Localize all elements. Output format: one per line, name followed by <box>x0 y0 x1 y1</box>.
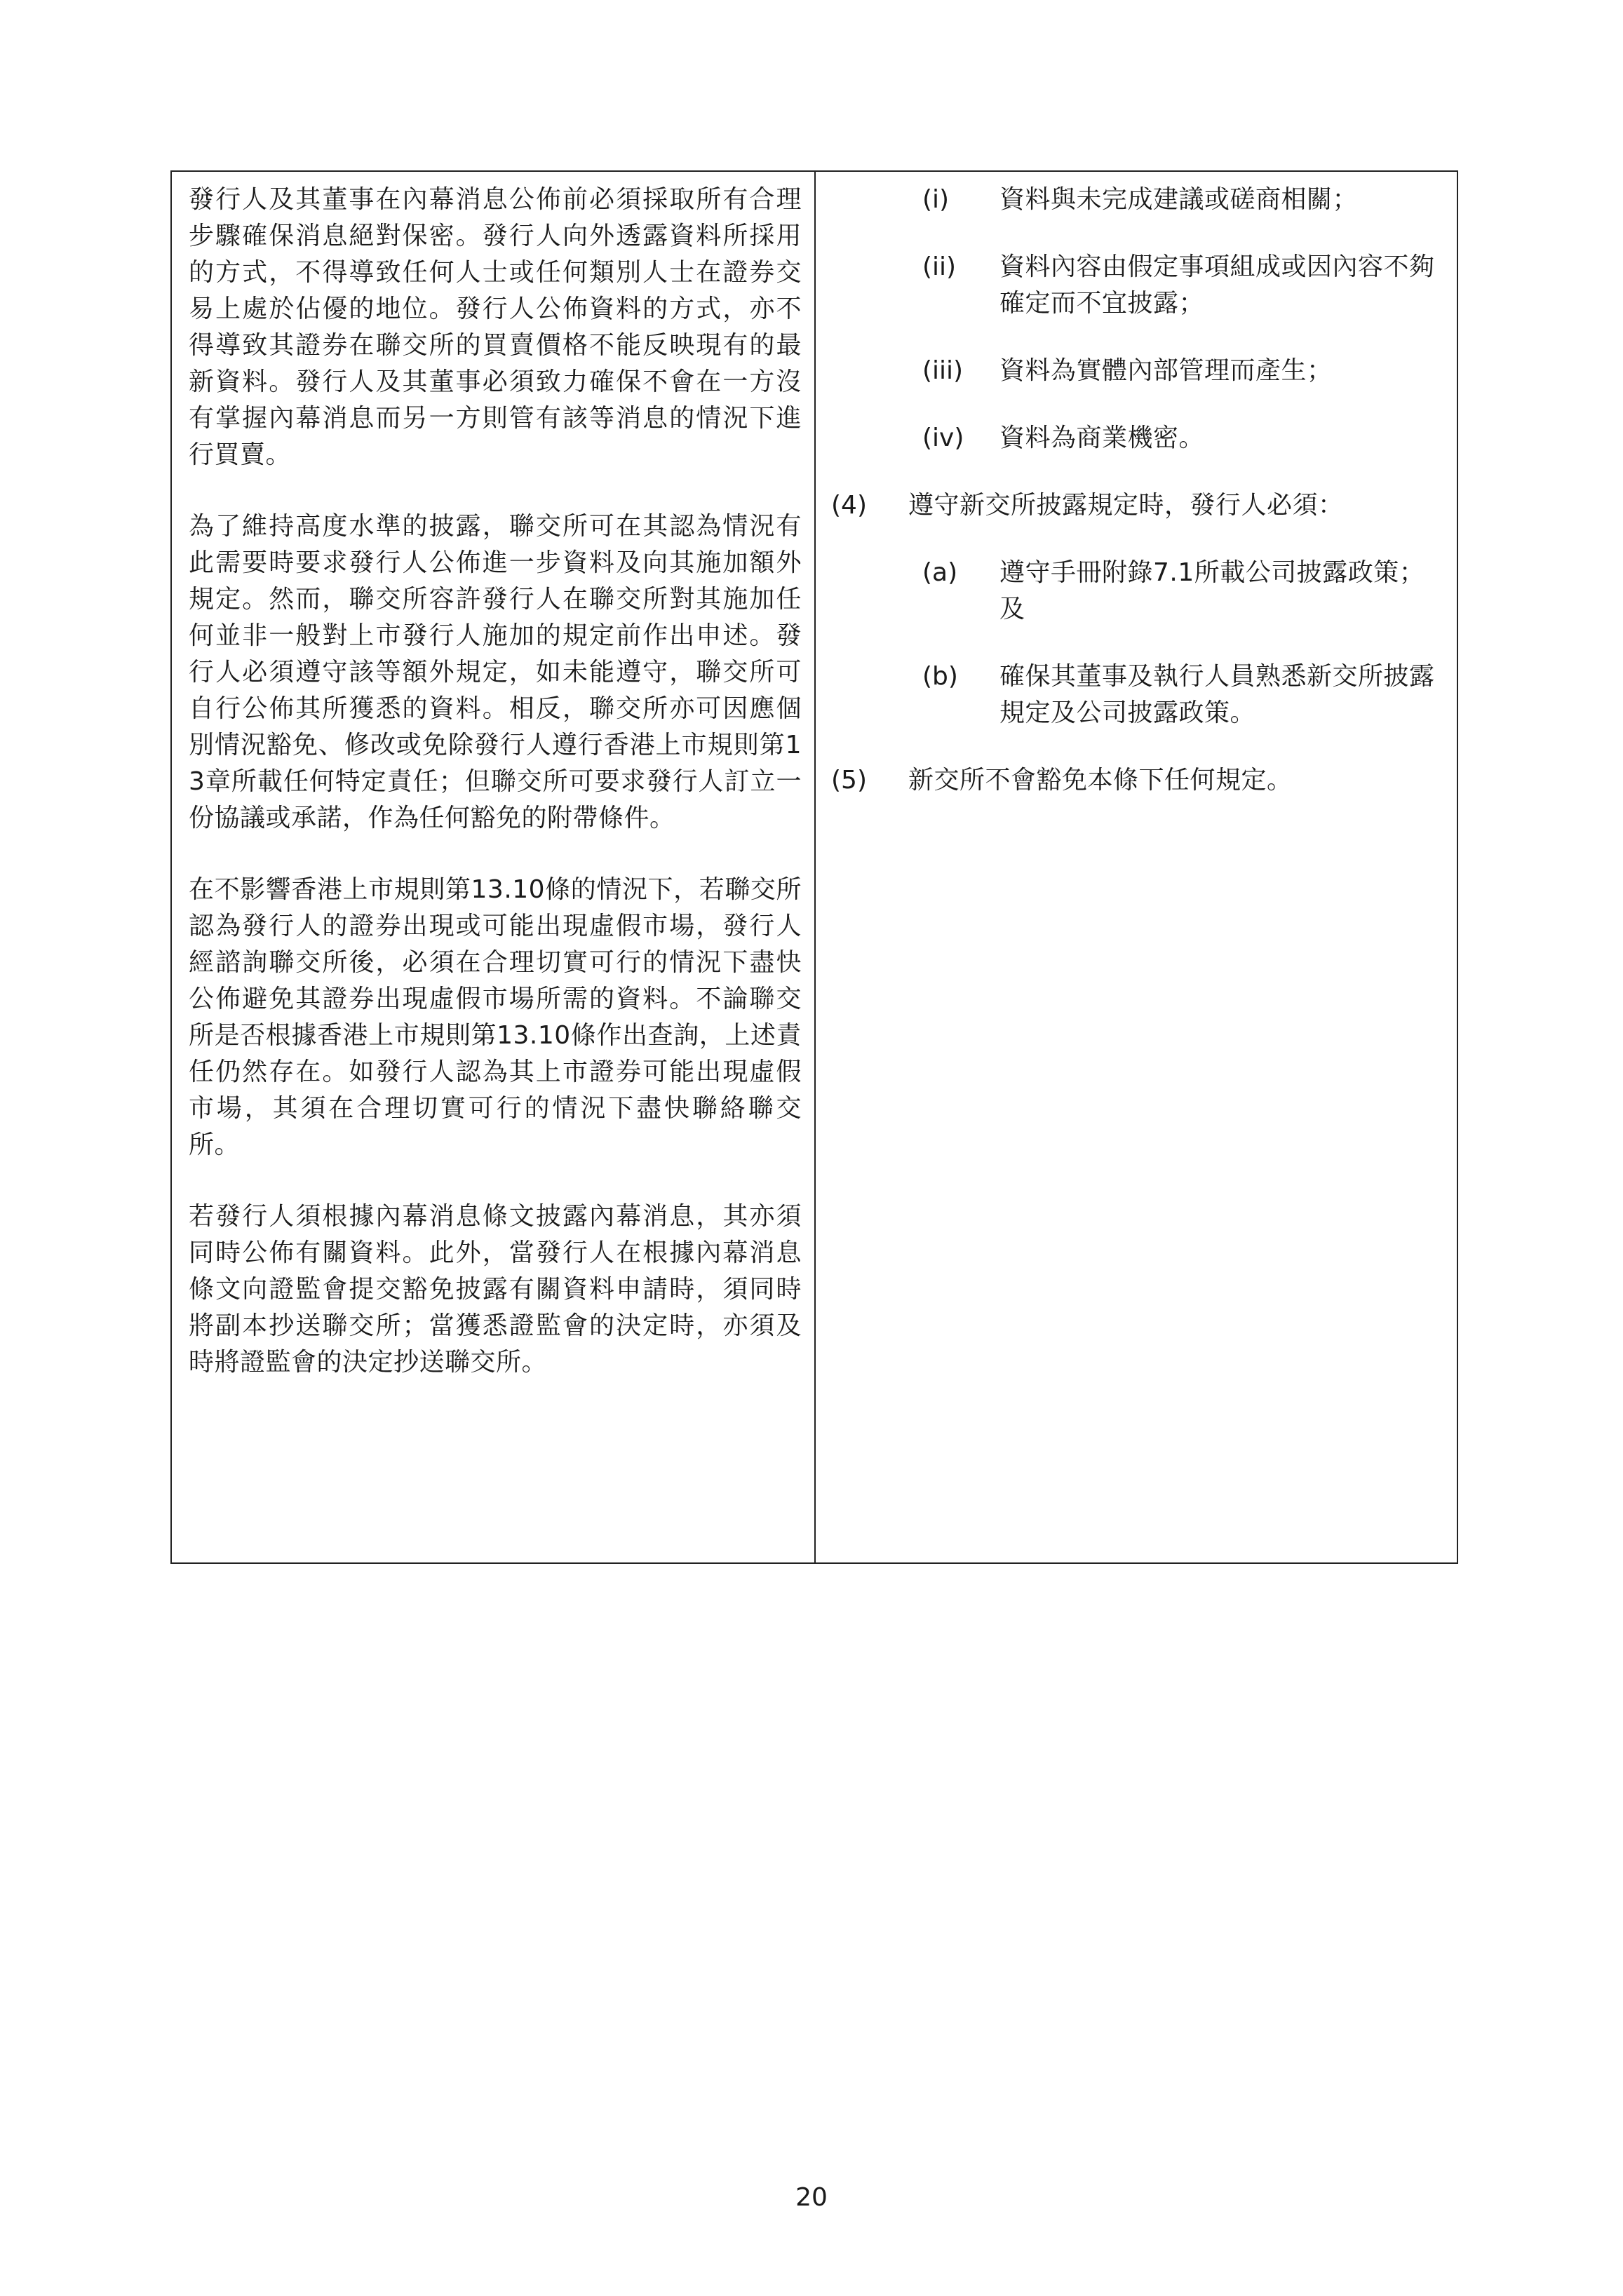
list-item-label: (i) <box>922 185 950 214</box>
list-item-text: 遵守新交所披露規定時，發行人必須： <box>908 491 1344 520</box>
paragraph-inside-information: 若發行人須根據內幕消息條文披露內幕消息，其亦須同時公佈有關資料。此外，當發行人在根據內幕消息條文向證監會提交豁免披露有關資料申請時，須同時將副本抄送聯交所；當獲悉證監會的決定時，亦須及時將證監會的決定抄送聯交所。 <box>189 1202 802 1377</box>
list-item-text: 新交所不會豁免本條下任何規定。 <box>908 766 1293 795</box>
list-item-label: (iii) <box>922 356 964 385</box>
list-item-iii <box>922 353 1444 389</box>
list-item-text: 確保其董事及執行人員熟悉新交所披露規定及公司披露政策。 <box>999 662 1435 727</box>
page-number: 20 <box>795 2183 828 2212</box>
list-item-label: (5) <box>831 766 867 795</box>
list-item-ii <box>922 249 1444 322</box>
list-item-label: (a) <box>922 558 958 587</box>
list-item-text: 資料為商業機密。 <box>999 424 1205 452</box>
list-item-text: 資料為實體內部管理而產生； <box>999 356 1333 385</box>
right-column <box>816 172 1457 1562</box>
list-item-text: 資料內容由假定事項組成或因內容不夠確定而不宜披露； <box>999 252 1435 318</box>
list-item-label: (4) <box>831 491 867 520</box>
paragraph-false-market: 在不影響香港上市規則第13.10條的情況下，若聯交所認為發行人的證券出現或可能出現虛假市場，發行人經諮詢聯交所後，必須在合理切實可行的情況下盡快公佈避免其證券出現虛假市場所需的資料。不論聯交所是否根據香港上市規則第13.10條作出查詢，上述責任仍然存在。如發行人認為其上市證券可能出現虛假市場，其須在合理切實可行的情況下盡快聯絡聯交所。 <box>189 875 802 1159</box>
list-item-label: (ii) <box>922 252 957 281</box>
list-item-iv <box>922 420 1444 457</box>
list-item-label: (iv) <box>922 424 964 452</box>
list-item-4 <box>831 487 1444 524</box>
list-item-b <box>922 659 1444 731</box>
list-item-text: 資料與未完成建議或磋商相關； <box>999 185 1359 214</box>
list-item-text: 遵守手冊附錄7.1所載公司披露政策；及 <box>999 558 1425 623</box>
list-item-a <box>922 555 1444 628</box>
comparison-table <box>170 170 1458 1564</box>
list-item-i <box>922 182 1444 218</box>
list-item-5 <box>831 762 1444 799</box>
left-column <box>172 172 816 1562</box>
paragraph-confidentiality: 發行人及其董事在內幕消息公佈前必須採取所有合理步驟確保消息絕對保密。發行人向外透露資料所採用的方式，不得導致任何人士或任何類別人士在證券交易上處於佔優的地位。發行人公佈資料的方式，亦不得導致其證券在聯交所的買賣價格不能反映現有的最新資料。發行人及其董事必須致力確保不會在一方沒有掌握內幕消息而另一方則管有該等消息的情況下進行買賣。 <box>189 185 802 469</box>
list-item-label: (b) <box>922 662 958 691</box>
paragraph-additional-requirements: 為了維持高度水準的披露，聯交所可在其認為情況有此需要時要求發行人公佈進一步資料及向其施加額外規定。然而，聯交所容許發行人在聯交所對其施加任何並非一般對上市發行人施加的規定前作出申述。發行人必須遵守該等額外規定，如未能遵守，聯交所可自行公佈其所獲悉的資料。相反，聯交所亦可因應個別情況豁免、修改或免除發行人遵行香港上市規則第13章所載任何特定責任；但聯交所可要求發行人訂立一份協議或承諾，作為任何豁免的附帶條件。 <box>189 512 802 832</box>
